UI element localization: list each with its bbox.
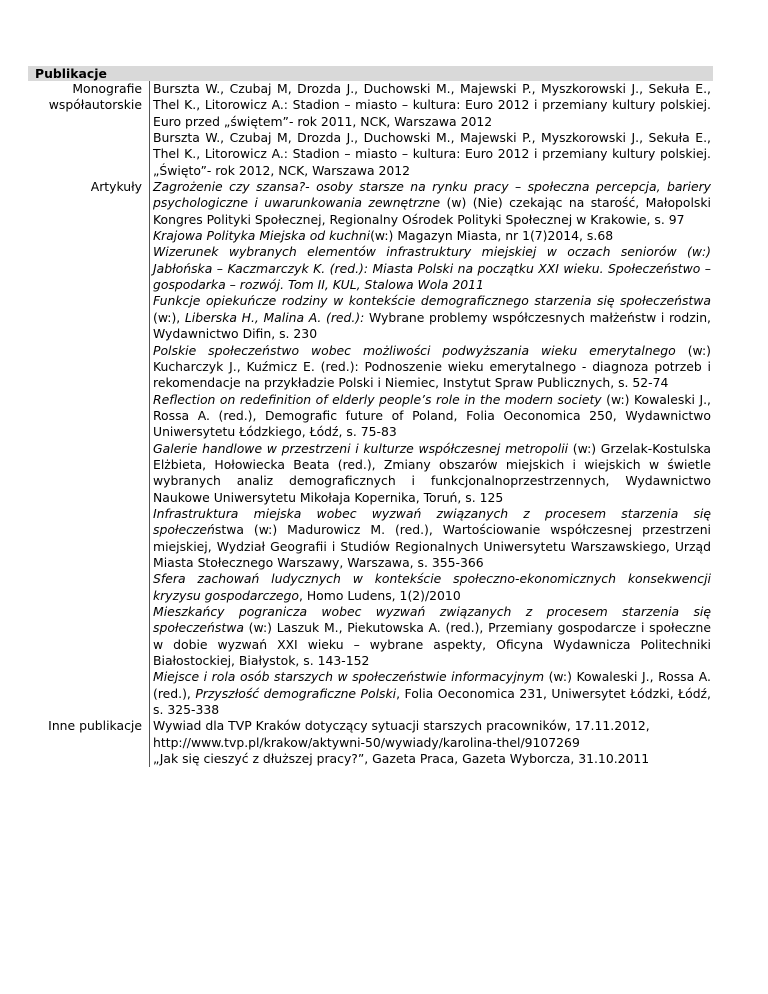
- publication-entry: [153, 228, 711, 244]
- publication-details: (w:) Grzelak-Kostulska Elżbieta, Hołowiecka Beata (red.), Zmiany obszarów miejskich i wiejskich w świetle wybranych analiz demograficznych i funkcjonalnoprzestrzennych, Wydawnictwo Naukowe Uniwersytetu Mikołaja Kopernika, Toruń, s. 125: [153, 440, 711, 505]
- publication-editors: Liberska H., Malina A. (red.):: [184, 309, 365, 325]
- publication-entry: [153, 179, 711, 228]
- publication-details: (w:) Kucharczyk J., Kuźmicz E. (red.): Podnoszenie wieku emerytalnego - diagnoza potrzeb i rekomendacje na przykładzie Polski i Niemiec, Instytut Spraw Publicznych, s. 52-74: [153, 342, 711, 391]
- row-monografie: [28, 81, 713, 179]
- inne-entries: [149, 718, 711, 767]
- section-header: [28, 66, 713, 81]
- section-title: Publikacje: [35, 66, 107, 81]
- publication-title: Galerie handlowe w przestrzeni i kulturze współczesnej metropolii: [153, 440, 569, 456]
- row-artykuly: [28, 179, 713, 718]
- publication-entry: [153, 669, 711, 718]
- publication-book-title: Przyszłość demograficzne Polski: [195, 685, 397, 701]
- publication-entry: [153, 343, 711, 392]
- publication-details: (w:) Magazyn Miasta, nr 1(7)2014, s.68: [370, 228, 614, 244]
- monografie-entries: [149, 81, 711, 179]
- publication-title: Mieszkańcy pogranicza wobec wyzwań związanych z procesem starzenia się społeczeństwa: [153, 604, 711, 636]
- publication-details: (w:) Kowaleski J., Rossa A. (red.),: [153, 669, 711, 701]
- publication-entry: [153, 392, 711, 441]
- row-label-inne: Inne publikacje: [48, 718, 142, 734]
- publication-details: , Homo Ludens, 1(2)/2010: [298, 587, 461, 603]
- publication-entry: [153, 244, 711, 293]
- publication-title: Reflection on redefinition of elderly people’s role in the modern society: [153, 391, 602, 407]
- publication-entry: „Jak się cieszyć z dłuższej pracy?”, Gazeta Praca, Gazeta Wyborcza, 31.10.2011: [153, 751, 650, 767]
- publication-details: , Folia Oeconomica 231, Uniwersytet Łódzki, Łódź, s. 325-338: [153, 685, 711, 718]
- publication-entry: Burszta W., Czubaj M, Drozda J., Duchowski M., Majewski P., Myszkorowski J., Sekuła E., Thel K., Litorowicz A.: Stadion – miasto – kultura: Euro 2012 i przemiany kultury polskiej. „Święto”- rok 2012, NCK, Warszawa 2012: [153, 130, 711, 178]
- row-label-monografie: [28, 81, 149, 179]
- publication-details: (w) (Nie) czekając na starość, Małopolski Kongres Polityki Społecznej, Regionalny Ośrodek Polityki Społecznej w Krakowie, s. 97: [153, 195, 711, 227]
- publication-title: Miejsce i rola osób starszych w społeczeństwie informacyjnym: [153, 669, 545, 685]
- publication-title: Polskie społeczeństwo wobec możliwości podwyższania wieku emerytalnego: [153, 342, 676, 358]
- publication-entry: [153, 441, 711, 506]
- publication-title: Wizerunek wybranych elementów infrastruktury miejskiej w oczach seniorów (w:) Jabłońska – Kaczmarczyk K. (red.): Miasta Polski na początku XXI wieku. Społeczeństwo – gospodarka – rozwój. Tom II, KUL, Stalowa Wola 2011: [153, 244, 711, 293]
- publication-title: Sfera zachowań ludycznych w kontekście społeczno-ekonomicznych konsekwencji kryzysu gospodarczego: [153, 571, 711, 603]
- publication-entry: [153, 571, 711, 604]
- publication-title: Funkcje opiekuńcze rodziny w kontekście demograficznego starzenia się społeczeństwa: [153, 293, 711, 309]
- label-line: współautorskie: [48, 97, 142, 113]
- publication-title: Infrastruktura miejska wobec wyzwań związanych z procesem starzenia się społeczeń: [153, 505, 711, 538]
- publication-details: (w:),: [153, 309, 185, 325]
- publication-details: stwa (w:) Madurowicz M. (red.), Wartościowanie współczesnej przestrzeni miejskiej, Wydział Geografii i Studiów Regionalnych Uniwersytetu Warszawskiego, Urząd Miasta Stołecznego Warszawy, Warszawa, s. 355-366: [153, 522, 711, 570]
- publications-table: [28, 81, 713, 767]
- publication-entry: Burszta W., Czubaj M, Drozda J., Duchowski M., Majewski P., Myszkorowski J., Sekuła E., Thel K., Litorowicz A.: Stadion – miasto – kultura: Euro 2012 i przemiany kultury polskiej. Euro przed „świętem”- rok 2011, NCK, Warszawa 2012: [153, 81, 711, 129]
- publication-entry: Wywiad dla TVP Kraków dotyczący sytuacji starszych pracowników, 17.11.2012, http://www.tvp.pl/krakow/aktywni-50/wywiady/karolina-thel/9107269: [153, 718, 650, 750]
- artykuly-entries: [149, 179, 711, 718]
- publication-details: Wybrane problemy współczesnych małżeństw i rodzin, Wydawnictwo Difin, s. 230: [153, 309, 711, 342]
- row-inne: [28, 718, 713, 767]
- label-line: Monografie: [72, 81, 142, 96]
- publication-details: (w:) Kowaleski J., Rossa A. (red.), Demografic future of Poland, Folia Oeconomica 250, Wydawnictwo Uniwersytetu Łódzkiego, Łódź, s. 75-83: [153, 391, 711, 440]
- publication-title: Krajowa Polityka Miejska od kuchni: [153, 228, 371, 244]
- publication-entry: [153, 604, 711, 669]
- publication-title: Zagrożenie czy szansa?- osoby starsze na rynku pracy – społeczna percepcja, bariery psychologiczne i uwarunkowania zewnętrzne: [153, 179, 711, 211]
- publication-entry: [153, 293, 711, 342]
- publication-entry: [153, 506, 711, 571]
- publication-details: (w:) Laszuk M., Piekutowska A. (red.), Przemiany gospodarcze i społeczne w dobie wyzwań XXI wieku – wybrane aspekty, Oficyna Wydawnicza Politechniki Białostockiej, Białystok, s. 143-152: [153, 620, 711, 669]
- row-label-artykuly: Artykuły: [90, 179, 142, 195]
